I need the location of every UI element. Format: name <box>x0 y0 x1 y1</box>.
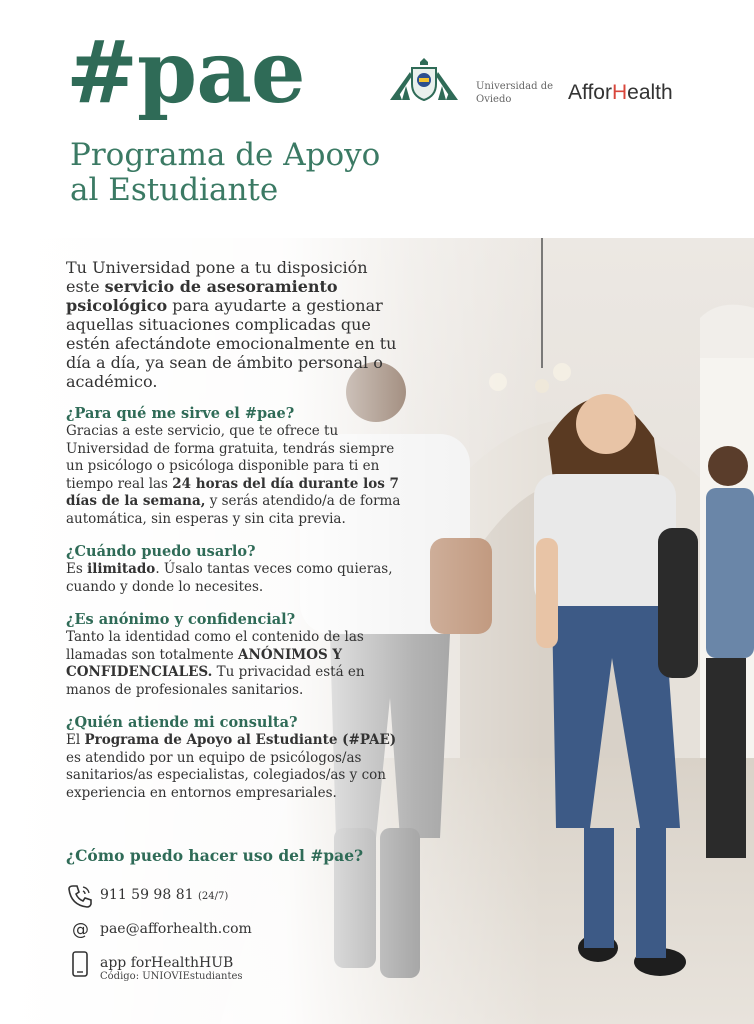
logo-affor: Affor <box>568 81 612 104</box>
phone-icon <box>66 882 94 910</box>
main-content <box>66 258 406 817</box>
contact-email[interactable] <box>66 916 286 944</box>
how-to-use-title: ¿Cómo puedo hacer uso del #pae? <box>66 846 364 865</box>
logo-health: Health <box>611 81 673 104</box>
program-title <box>70 138 380 208</box>
faq-question-1: ¿Para qué me sirve el #pae? <box>66 405 295 422</box>
faq-answer-2: Es ilimitado. Úsalo tantas veces como quieras, cuando y donde lo necesites. <box>66 561 393 595</box>
app-code: Código: UNIOVIEstudiantes <box>100 971 243 982</box>
hashtag-title: #pae <box>66 22 305 123</box>
faq-question-4: ¿Quién atiende mi consulta? <box>66 714 298 731</box>
affor-health-logo <box>568 80 673 106</box>
university-name: Universidad de Oviedo <box>476 81 554 105</box>
faq-question-2: ¿Cuándo puedo usarlo? <box>66 543 256 560</box>
title-line-2: al Estudiante <box>70 172 279 208</box>
email-address: pae@afforhealth.com <box>100 921 252 937</box>
intro-text: Tu Universidad pone a tu disposición este servicio de asesoramiento psicológico para ayudarte a gestionar aquellas situaciones complicadas que estén afectándote emocionalmente en tu día a día, ya sean de ámbito personal o académico. <box>66 258 397 391</box>
phone-number: 911 59 98 81 <box>100 887 194 903</box>
faq-answer-3: Tanto la identidad como el contenido de las llamadas son totalmente ANÓNIMOS Y CONFIDENCIALES. Tu privacidad está en manos de profesionales sanitarios. <box>66 629 365 698</box>
at-icon <box>66 916 94 944</box>
app-name: app forHealthHUB <box>100 955 234 971</box>
university-crest-icon <box>386 54 462 110</box>
mobile-icon <box>66 950 94 978</box>
faq-answer-1: Gracias a este servicio, que te ofrece tu Universidad de forma gratuita, tendrás siempre un psicólogo o psicóloga disponible para ti en tiempo real las 24 horas del día durante los 7 días de la semana, y serás atendido/a de forma automática, sin esperas y sin cita previa. <box>66 423 401 527</box>
contact-phone[interactable] <box>66 882 286 910</box>
faq-answer-4: El Programa de Apoyo al Estudiante (#PAE) es atendido por un equipo de psicólogos/as sanitarios/as especialistas, colegiados/as y con experiencia en entornos empresariales. <box>66 732 397 801</box>
intro-highlight: servicio de asesoramiento psicológico <box>66 277 338 315</box>
title-line-1: Programa de Apoyo <box>70 137 381 173</box>
header <box>0 0 754 238</box>
phone-hours: (24/7) <box>197 891 229 902</box>
svg-text:@: @ <box>72 920 89 940</box>
faq-question-3: ¿Es anónimo y confidencial? <box>66 611 296 628</box>
